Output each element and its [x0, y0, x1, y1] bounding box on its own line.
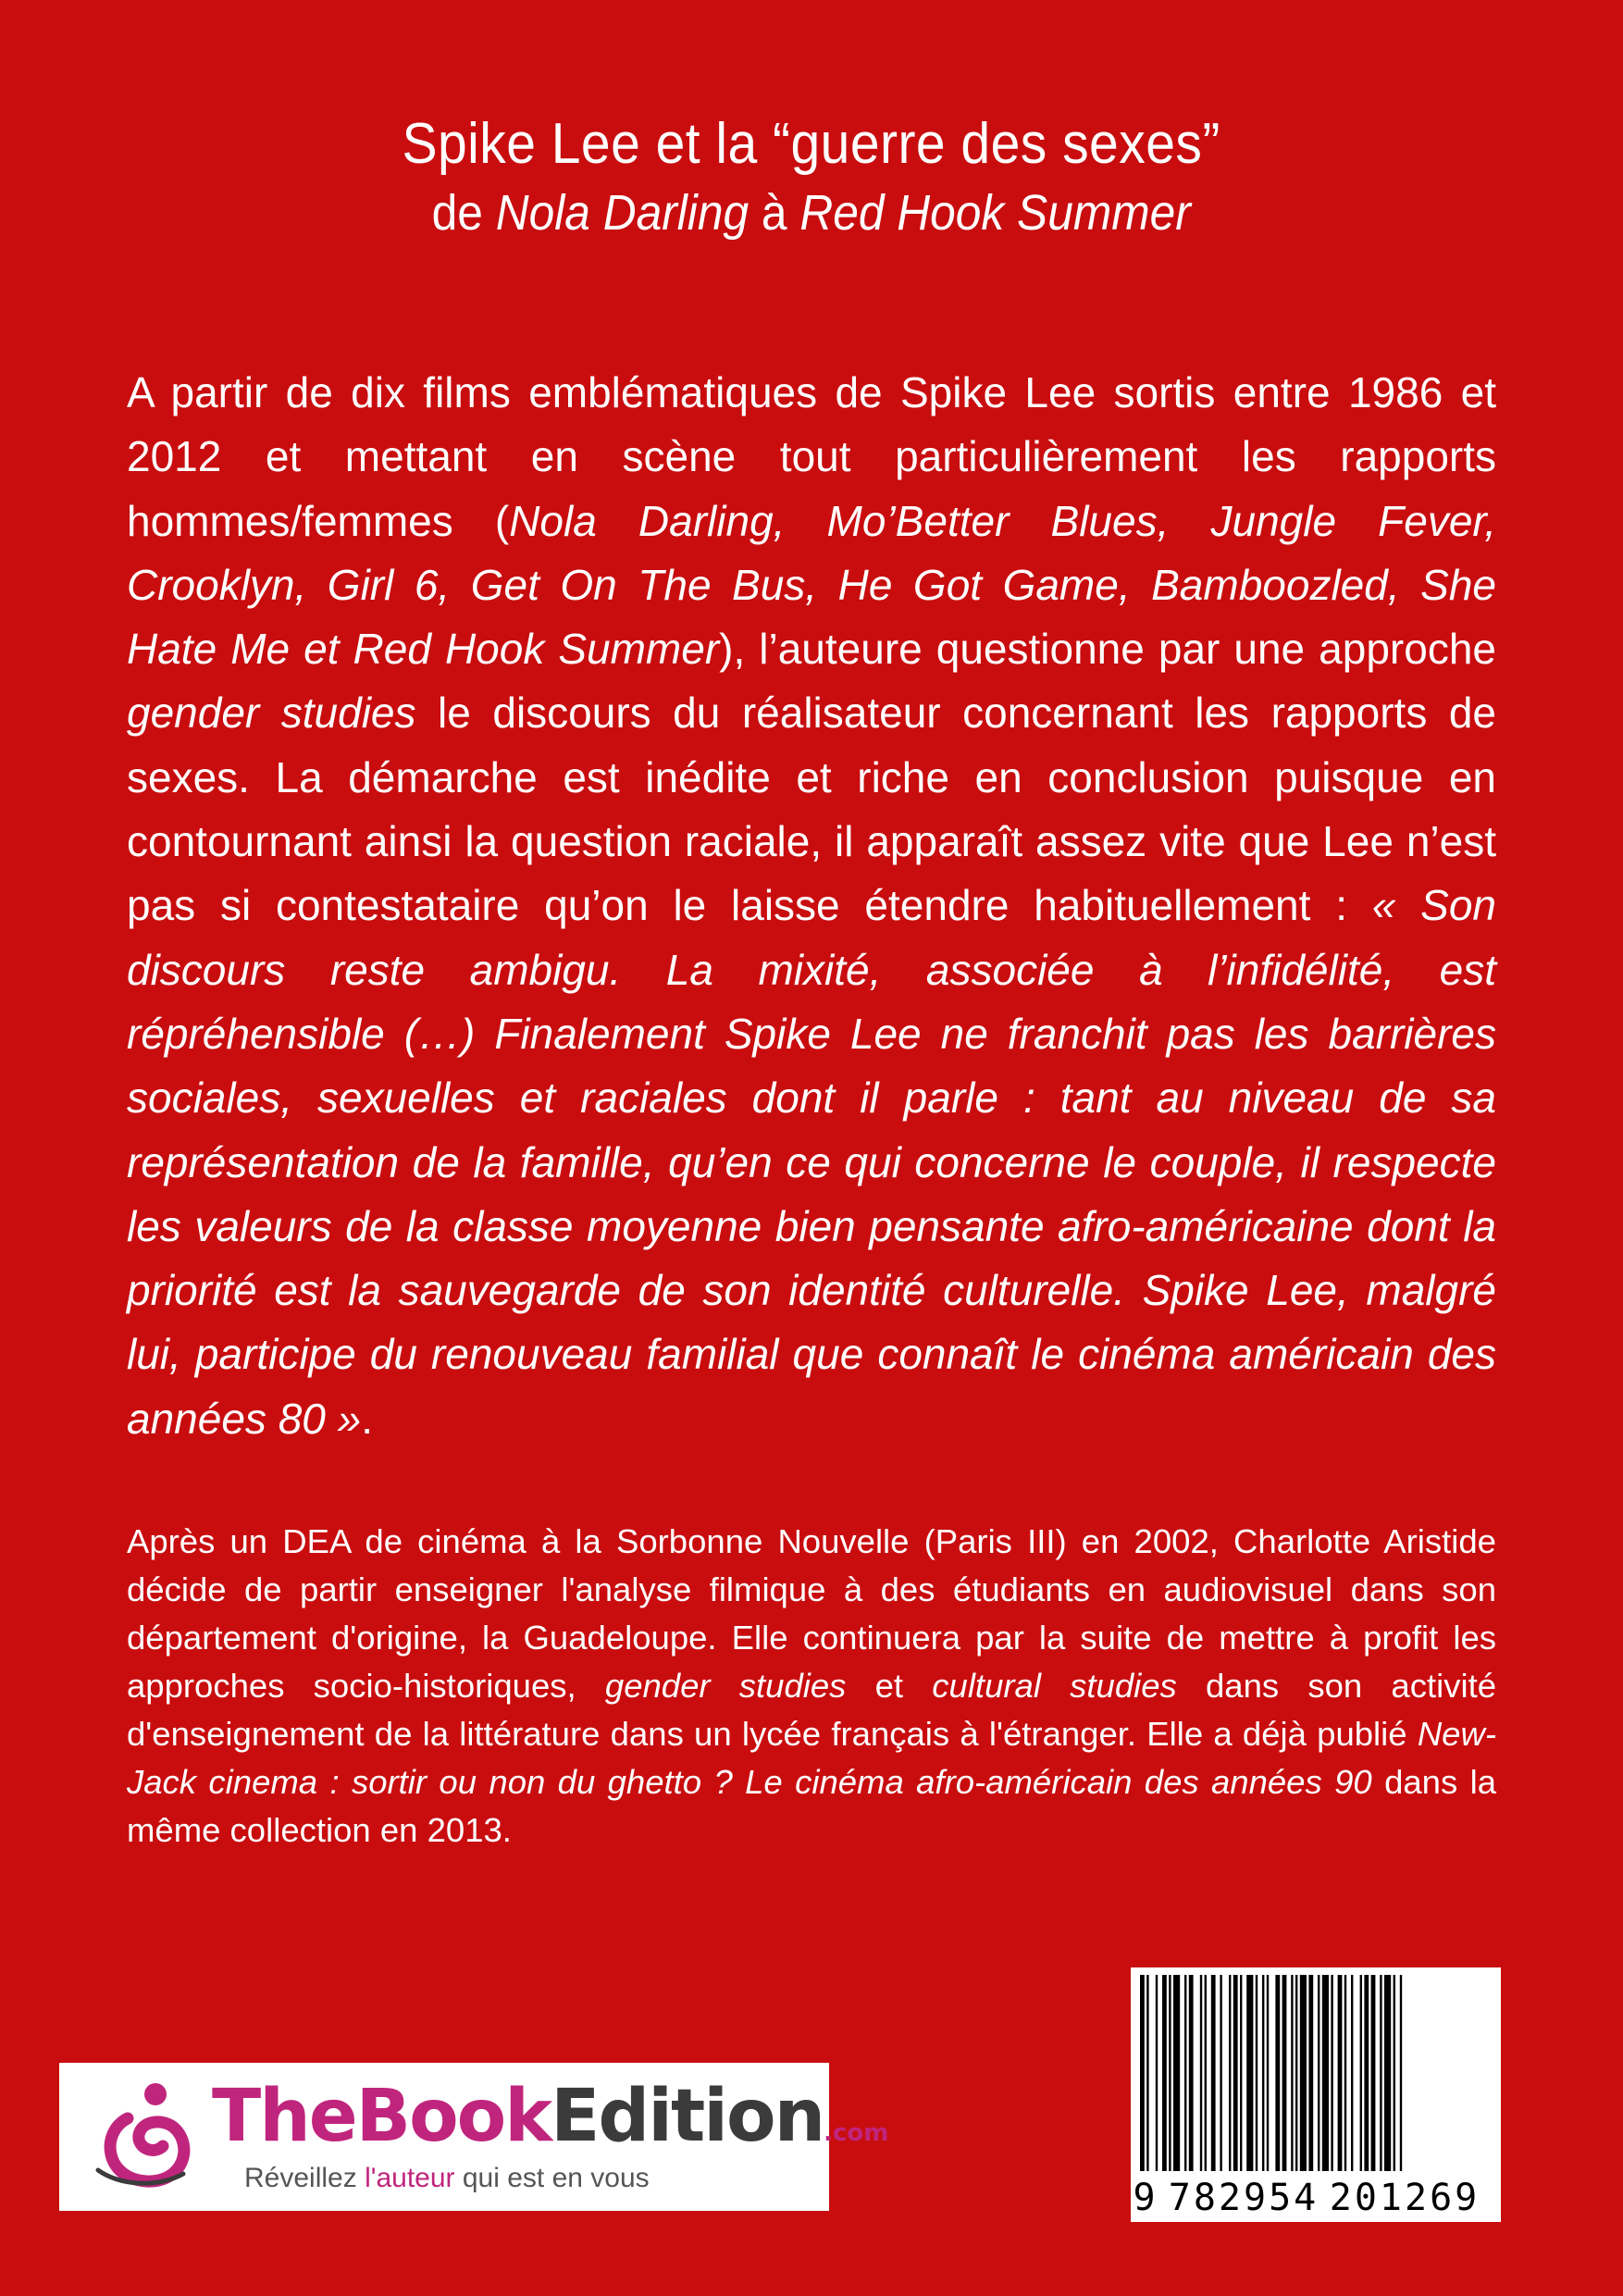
- barcode-graphic: [1131, 1967, 1501, 2222]
- publisher-tagline: [244, 2163, 650, 2194]
- barcode-bar: [1205, 1975, 1207, 2171]
- barcode-bar: [1300, 1975, 1307, 2171]
- barcode-bar: [1275, 1975, 1280, 2171]
- book-subtitle: [432, 183, 1191, 242]
- publisher-logo-icon: [91, 2081, 202, 2192]
- bio-text-1: Après un DEA de cinéma à la Sorbonne Nouvelle (Paris III) en 2002, Charlotte Aristide décide de partir enseigner l'analyse filmique à des étudiants en audiovisuel dans son département d'origine, la Guadeloupe. Elle continuera par la suite de mettre à profit les approches socio-historiques,: [127, 1522, 1496, 1705]
- bio-book-title: New-Jack cinema : sortir ou non du ghetto ? Le cinéma afro-américain des années 90: [127, 1715, 1496, 1801]
- blurb-text-3: le discours du réalisateur concernant les rapports de sexes. La démarche est inédite et riche en conclusion puisque en contournant ainsi la question raciale, il apparaît assez vite que Lee n’est pas si contestataire qu’on le laisse étendre habituellement :: [127, 689, 1497, 930]
- barcode-bar: [1140, 1975, 1145, 2171]
- blurb-films-list: Nola Darling, Mo’Better Blues, Jungle Fever, Crooklyn, Girl 6, Get On The Bus, He Got Game, Bamboozled, She Hate Me et Red Hook Summer: [127, 496, 1496, 674]
- subtitle-middle: à: [749, 185, 800, 241]
- book-title: Spike Lee et la “guerre des sexes”: [402, 112, 1221, 176]
- barcode-bar: [1360, 1975, 1362, 2171]
- barcode-bar: [1189, 1975, 1194, 2171]
- book-blurb: [127, 361, 1496, 1451]
- publisher-logo: [59, 2063, 889, 2211]
- barcode-bar: [1200, 1975, 1202, 2171]
- barcode-bar: [1338, 1975, 1343, 2171]
- barcode-bar: [1240, 1975, 1242, 2171]
- barcode-bar: [1384, 1975, 1391, 2171]
- bio-cultural-studies: cultural studies: [932, 1667, 1177, 1705]
- barcode-bar: [1229, 1975, 1231, 2171]
- barcode-digits: 201269: [1329, 2177, 1481, 2219]
- barcode-bar: [1162, 1975, 1167, 2171]
- subtitle-film-1: Nola Darling: [496, 185, 750, 241]
- barcode-bar: [1246, 1975, 1253, 2171]
- author-bio: [127, 1518, 1496, 1855]
- barcode-bar: [1308, 1975, 1313, 2171]
- barcode-bar: [1256, 1975, 1258, 2171]
- logo-com: .com: [824, 2119, 889, 2147]
- barcode-bar: [1351, 1975, 1353, 2171]
- barcode-bar: [1295, 1975, 1297, 2171]
- barcode-bar: [1267, 1975, 1269, 2171]
- barcode-bar: [1262, 1975, 1264, 2171]
- barcode-bar: [1322, 1975, 1329, 2171]
- barcode-bar: [1211, 1975, 1216, 2171]
- barcode-bar: [1146, 1975, 1148, 2171]
- publisher-logo-wordmark: [212, 2072, 888, 2178]
- bio-text-3: dans la même collection en 2013.: [127, 1763, 1496, 1849]
- barcode-digits: 782954: [1168, 2177, 1319, 2219]
- logo-the: The: [212, 2075, 356, 2158]
- barcode-bar: [1364, 1975, 1369, 2171]
- logo-edition: Edition: [551, 2075, 824, 2158]
- bio-and: et: [846, 1667, 933, 1705]
- barcode-bar: [1282, 1975, 1287, 2171]
- blurb-gender-studies: gender studies: [127, 689, 416, 738]
- blurb-end: .: [361, 1394, 374, 1443]
- blurb-intro: A partir de dix films emblématiques de Spike Lee sortis entre 1986 et 2012 et mettant en scène tout particulièrement les rapports hommes/femmes (: [127, 368, 1496, 545]
- barcode-bar: [1233, 1975, 1238, 2171]
- barcode-bar: [1220, 1975, 1221, 2171]
- cover-title-block: [0, 111, 1623, 242]
- barcode-bar: [1184, 1975, 1186, 2171]
- blurb-text-2: ), l’auteure questionne par une approche: [719, 625, 1496, 674]
- barcode-bar: [1173, 1975, 1180, 2171]
- bio-gender-studies: gender studies: [604, 1667, 847, 1705]
- barcode-bar: [1400, 1975, 1402, 2171]
- subtitle-film-2: Red Hook Summer: [799, 185, 1192, 241]
- isbn-barcode: [1131, 1967, 1501, 2222]
- barcode-bar: [1344, 1975, 1346, 2171]
- barcode-bar: [1380, 1975, 1381, 2171]
- blurb-quote: « Son discours reste ambigu. La mixité, associée à l’infidélité, est répréhensible (…) Finalement Spike Lee ne franchit pas les barrières sociales, sexuelles et raciales dont il parle : tant au niveau de sa représentation de la famille, qu’en ce qui concerne le couple, il respecte les valeurs de la classe moyenne bien pensante afro-américaine dont la priorité est la sauvegarde de son identité culturelle. Spike Lee, malgré lui, participe du renouveau familial que connaît le cinéma américain des années 80 »: [127, 881, 1496, 1443]
- barcode-bar: [1291, 1975, 1293, 2171]
- barcode-digits: 9: [1133, 2177, 1158, 2219]
- tagline-before: Réveillez: [244, 2163, 365, 2193]
- tagline-after: qui est en vous: [454, 2163, 650, 2193]
- subtitle-prefix: de: [431, 185, 497, 241]
- barcode-bar: [1394, 1975, 1395, 2171]
- tagline-accent: l'auteur: [365, 2163, 455, 2193]
- barcode-bar: [1156, 1975, 1158, 2171]
- logo-book: Book: [355, 2075, 551, 2158]
- barcode-bar: [1331, 1975, 1332, 2171]
- bio-text-2: dans son activité d'enseignement de la littérature dans un lycée français à l'étranger. Elle a déjà publié: [127, 1667, 1497, 1753]
- barcode-bar: [1318, 1975, 1319, 2171]
- barcode-bar: [1169, 1975, 1171, 2171]
- barcode-bar: [1371, 1975, 1376, 2171]
